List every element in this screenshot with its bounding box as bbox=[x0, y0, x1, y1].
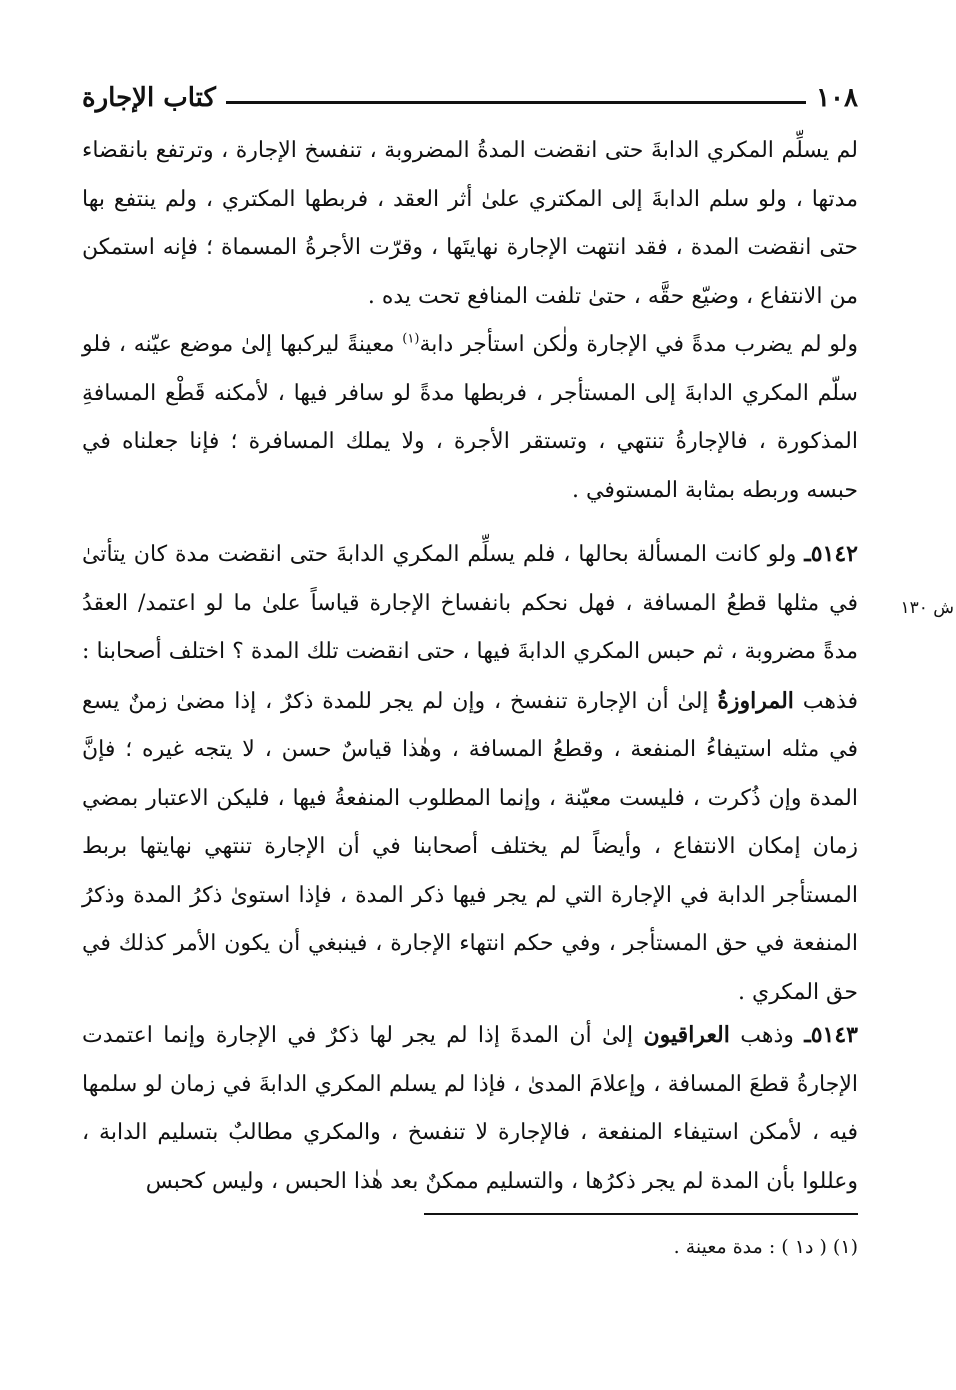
manuscript-margin-note: ش ١٣٠ bbox=[900, 598, 954, 618]
paragraph-5142 bbox=[82, 530, 858, 1017]
paragraph-1-text: لم يسلِّم المكري الدابةَ حتى انقضت المدةُ المضروبة ، تنفسخ الإجارة ، وترتفع بانقضاء مدتها ، ولو سلم الدابةَ إلى المكتري علىٰ أثر العقد ، فربطها المكتري ، ولم ينتفع بها حتى انقضت المدة ، فقد انتهت الإجارة نهايتَها ، وقرّت الأجرةُ المسماة ؛ فإنه استمكن من الانتفاع ، وضيّع حقَّه ، حتىٰ تلفت المنافع تحت يده . bbox=[82, 138, 859, 309]
paragraph-2-text-b: معينةً ليركبها إلىٰ موضع عيّنه ، فلو سلّم المكري الدابةَ إلى المستأجر ، فربطها مدةً لو سافر فيها ، لأمكنه قَطْع المسافةِ المذكورة ، فالإجارةُ تنتهي ، وتستقر الأجرة ، ولا يملك المسافرة ؛ فإنا جعلناه في حبسه وربطه بمثابة المستوفي . bbox=[82, 332, 858, 503]
paragraph-5142-text-b: إلىٰ أن الإجارة تنفسخ ، وإن لم يجر للمدة ذكرٌ ، إذا مضىٰ زمنٌ يسع في مثله استيفاءُ المنفعة ، وقطعُ المسافة ، وهٰذا قياسٌ حسن ، لا يتجه غيره ؛ فإنَّ المدة وإن ذُكرت ، فليست معيّنة ، وإنما المطلوب المنفعةُ فيها ، فليكن الاعتبار بمضي زمان إمكان الانتفاع ، وأيضاً لم يختلف أصحابنا في أن الإجارة تنتهي نهايتها بربط المستأجر الدابة في الإجارة التي لم يجر فيها ذكر المدة ، فإذا استوىٰ ذكرُ المدة وذكرُ المنفعة في حق المستأجر ، وفي حكم انتهاء الإجارة ، فينبغي أن يكون الأمر كذلك في حق المكري . bbox=[82, 688, 858, 1005]
paragraph-5143 bbox=[82, 1011, 858, 1206]
issue-number-5142: ٥١٤٢ـ bbox=[804, 541, 858, 567]
page-header bbox=[82, 78, 858, 118]
footnote-divider bbox=[424, 1213, 858, 1215]
paragraph-1 bbox=[82, 127, 858, 321]
paragraph-5142-text-a: ولو كانت المسألة بحالها ، فلم يسلِّم المكري الدابةَ حتى انقضت مدة كان يتأتىٰ في مثلها قطعُ المسافة ، فهل نحكم بانفساخ الإجارة قياساً علىٰ ما لو اعتمد/ العقدُ مدةً مضروبة ، ثم حبس المكري الدابةَ فيها ، حتى انقضت تلك المدة ؟ اختلف أصحابنا : فذهب bbox=[82, 542, 859, 714]
paragraph-2-text-a: ولو لم يضرب مدةً في الإجارة ولٰكن استأجر دابة bbox=[419, 332, 858, 357]
bold-term-iraqiyun: العراقيون bbox=[643, 1022, 730, 1048]
book-title: كتاب الإجارة bbox=[82, 83, 216, 113]
issue-number-5143: ٥١٤٣ـ bbox=[804, 1022, 858, 1048]
paragraph-5143-text-b: إلىٰ أن المدةَ إذا لم يجر لها ذكرٌ في الإجارة وإنما اعتمدت الإجارةُ قطعَ المسافة ، وإعلامَ المدىٰ ، فإذا لم يسلم المكري الدابةَ في زمان لو سلمها فيه ، لأمكن استيفاء المنفعة ، فالإجارة لا تنفسخ ، والمكري مطالبٌ بتسليم الدابة ، وعللوا بأن المدة لم يجر ذكرُها ، والتسليم ممكنٌ بعد هٰذا الحبس ، وليس كحبس bbox=[82, 1023, 858, 1194]
footnote: (١) ( د١ ) : مدة معينة . bbox=[673, 1236, 858, 1258]
footnote-ref[interactable]: (١) bbox=[402, 331, 420, 347]
page-number: ١٠٨ bbox=[816, 83, 858, 113]
paragraph-2 bbox=[82, 321, 858, 515]
paragraph-5143-text-a: وذهب bbox=[729, 1023, 805, 1048]
header-rule bbox=[226, 101, 806, 104]
bold-term-marawiza: المراوزةُ bbox=[717, 687, 794, 714]
